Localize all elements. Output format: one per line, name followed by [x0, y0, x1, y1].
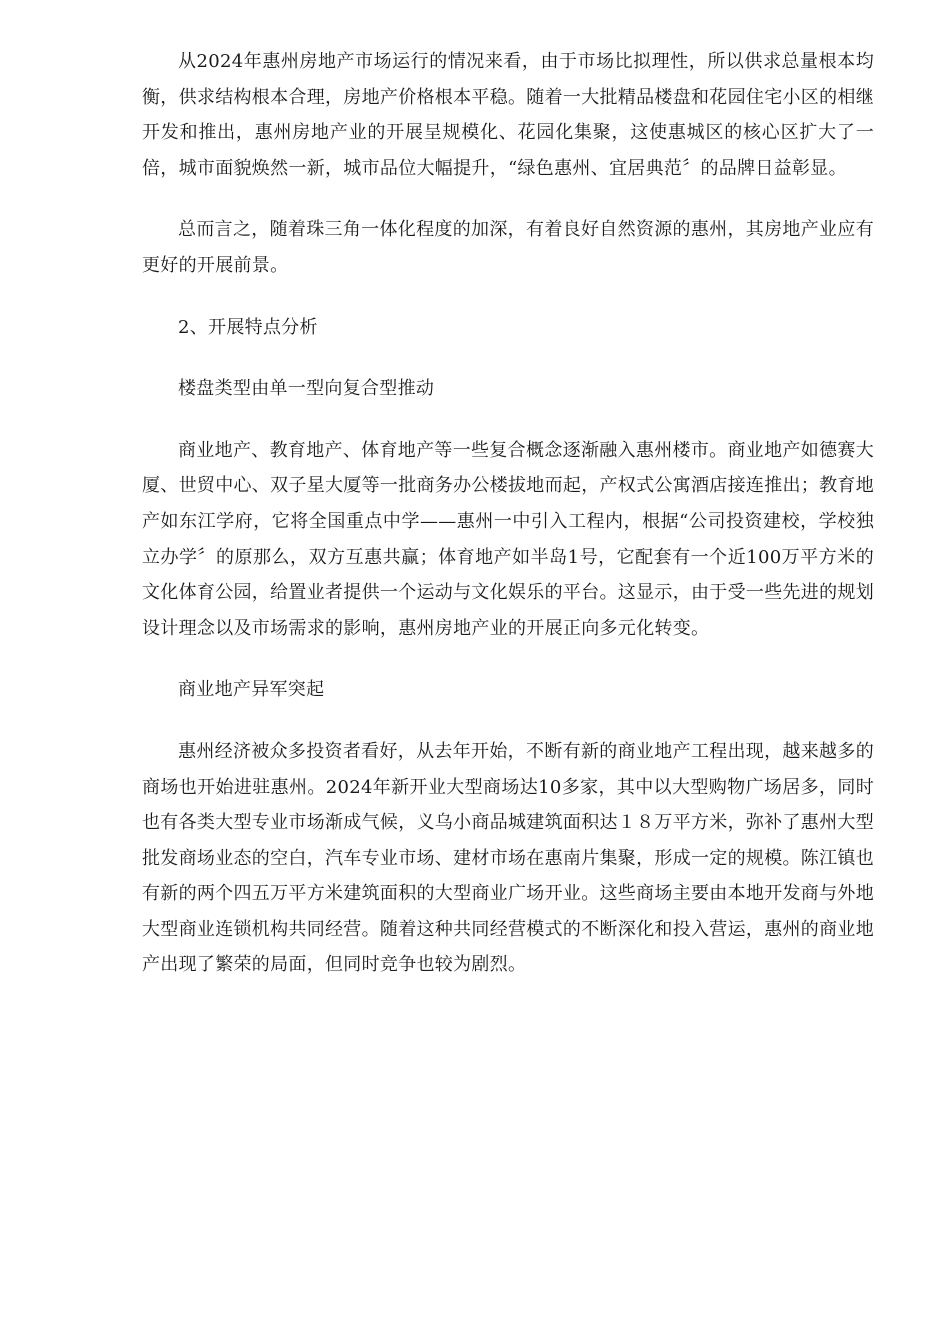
paragraph-gap	[142, 708, 874, 734]
paragraph-composite-concepts: 商业地产、教育地产、体育地产等一些复合概念逐渐融入惠州楼市。商业地产如德赛大厦、世贸中心、双子星大厦等一批商务办公楼拔地而起，产权式公寓酒店接连推出；教育地产如东江学府，它将全国重点中学——惠州一中引入工程内，根据“公司投资建校，学校独立办学〞的原那么，双方互惠共赢；体育地产如半岛1号，它配套有一个近100万平方米的文化体育公园，给置业者提供一个运动与文化娱乐的平台。这显示，由于受一些先进的规划设计理念以及市场需求的影响，惠州房地产业的开展正向多元化转变。	[142, 439, 874, 639]
paragraph-gap	[142, 186, 874, 212]
paragraph-commercial-details: 惠州经济被众多投资者看好，从去年开始，不断有新的商业地产工程出现，越来越多的商场也开始进驻惠州。2024年新开业大型商场达10多家，其中以大型购物广场居多，同时也有各类大型专业市场渐成气候，义乌小商品城建筑面积达１８万平方米，弥补了惠州大型批发商场业态的空白，汽车专业市场、建材市场在惠南片集聚，形成一定的规模。陈江镇也有新的两个四五万平方米建筑面积的大型商业广场开业。这些商场主要由本地开发商与外地大型商业连锁机构共同经营。随着这种共同经营模式的不断深化和投入营运，惠州的商业地产出现了繁荣的局面，但同时竞争也较为剧烈。	[142, 740, 874, 976]
paragraph-gap	[142, 345, 874, 371]
subheading-commercial-rise: 商业地产异军突起	[178, 679, 325, 701]
paragraph-summary: 总而言之，随着珠三角一体化程度的加深，有着良好自然资源的惠州，其房地产业应有更好的开展前景。	[142, 219, 874, 276]
paragraph-gap	[142, 284, 874, 310]
section-heading-features: 2、开展特点分析	[178, 316, 318, 338]
paragraph-market-overview: 从2024年惠州房地产市场运行的情况来看，由于市场比拟理性，所以供求总量根本均衡，供求结构根本合理，房地产价格根本平稳。随着一大批精品楼盘和花园住宅小区的相继开发和推出，惠州房地产业的开展呈规模化、花园化集聚，这使惠城区的核心区扩大了一倍，城市面貌焕然一新，城市品位大幅提升，“绿色惠州、宜居典范〞的品牌日益彰显。	[142, 51, 874, 179]
document-page	[142, 44, 874, 983]
paragraph-gap	[142, 407, 874, 433]
paragraph-gap	[142, 646, 874, 672]
subheading-property-types: 楼盘类型由单一型向复合型推动	[178, 378, 435, 400]
